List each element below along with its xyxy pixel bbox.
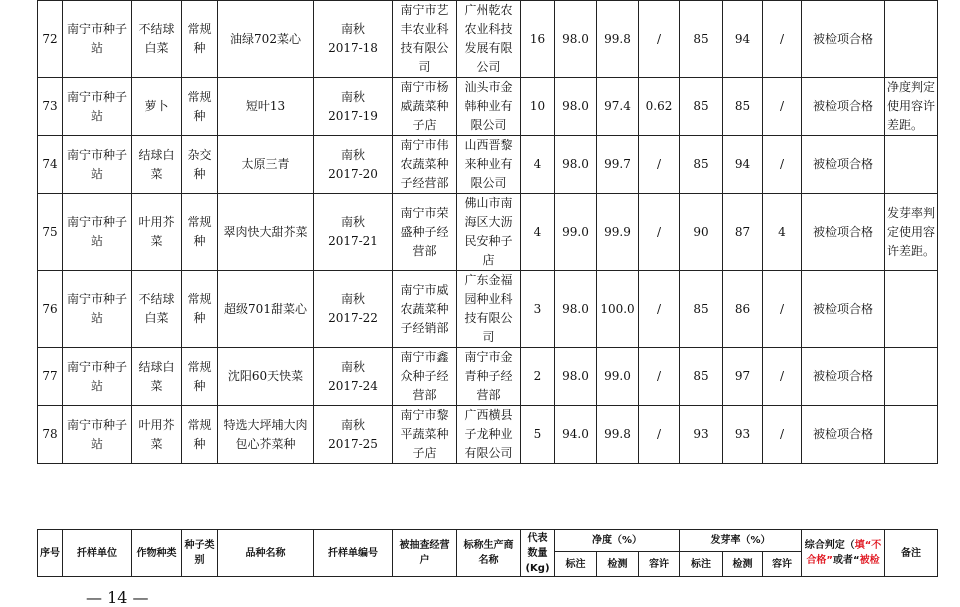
cell-sampled: 南宁市杨威蔬菜种子店 xyxy=(393,78,457,136)
cell-germ-std: 93 xyxy=(680,406,723,464)
cell-producer: 山西晋黎来种业有限公司 xyxy=(457,136,521,194)
cell-producer: 广东金福园种业科技有限公司 xyxy=(457,271,521,348)
cell-crop: 不结球白菜 xyxy=(132,1,182,78)
cell-purity-tol: 0.62 xyxy=(639,78,680,136)
cell-result: 被检项合格 xyxy=(802,271,885,348)
cell-variety: 短叶13 xyxy=(218,78,314,136)
cell-sampled: 南宁市艺丰农业科技有限公司 xyxy=(393,1,457,78)
cell-germ-std: 85 xyxy=(680,271,723,348)
cell-no: 76 xyxy=(38,271,63,348)
cell-remark: 净度判定使用容许差距。 xyxy=(885,78,938,136)
cell-purity-test: 99.8 xyxy=(597,406,639,464)
cell-code: 南秋 2017-22 xyxy=(314,271,393,348)
cell-crop: 叶用芥菜 xyxy=(132,406,182,464)
cell-remark xyxy=(885,136,938,194)
column-header-table xyxy=(37,529,938,577)
cell-purity-std: 98.0 xyxy=(555,348,597,406)
cell-purity-test: 99.7 xyxy=(597,136,639,194)
cell-purity-test: 100.0 xyxy=(597,271,639,348)
cell-no: 75 xyxy=(38,194,63,271)
cell-purity-tol: / xyxy=(639,194,680,271)
cell-unit: 南宁市种子站 xyxy=(63,1,132,78)
header-purity-std: 标注 xyxy=(555,552,597,577)
cell-unit: 南宁市种子站 xyxy=(63,194,132,271)
cell-germ-test: 97 xyxy=(723,348,763,406)
cell-producer: 南宁市金青种子经营部 xyxy=(457,348,521,406)
cell-germ-test: 87 xyxy=(723,194,763,271)
cell-germ-tol: 4 xyxy=(763,194,802,271)
header-crop: 作物种类 xyxy=(132,530,182,577)
cell-germ-test: 94 xyxy=(723,136,763,194)
cell-purity-std: 98.0 xyxy=(555,136,597,194)
cell-code: 南秋 2017-21 xyxy=(314,194,393,271)
cell-germ-test: 94 xyxy=(723,1,763,78)
cell-purity-test: 97.4 xyxy=(597,78,639,136)
cell-unit: 南宁市种子站 xyxy=(63,78,132,136)
table-row xyxy=(38,271,938,348)
header-sampled: 被抽查经营户 xyxy=(393,530,457,577)
table-row xyxy=(38,1,938,78)
cell-crop: 结球白菜 xyxy=(132,136,182,194)
cell-variety: 太原三青 xyxy=(218,136,314,194)
cell-result: 被检项合格 xyxy=(802,348,885,406)
header-unit: 扦样单位 xyxy=(63,530,132,577)
cell-purity-std: 98.0 xyxy=(555,271,597,348)
cell-sampled: 南宁市鑫众种子经营部 xyxy=(393,348,457,406)
cell-type: 杂交种 xyxy=(182,136,218,194)
table-row xyxy=(38,136,938,194)
header-germ: 发芽率（%） xyxy=(680,530,802,552)
cell-result: 被检项合格 xyxy=(802,78,885,136)
results-table xyxy=(37,0,938,464)
table-row xyxy=(38,348,938,406)
cell-germ-test: 93 xyxy=(723,406,763,464)
cell-producer: 广西横县子龙种业有限公司 xyxy=(457,406,521,464)
cell-sampled: 南宁市威农蔬菜种子经销部 xyxy=(393,271,457,348)
cell-purity-std: 99.0 xyxy=(555,194,597,271)
cell-variety: 翠肉快大甜芥菜 xyxy=(218,194,314,271)
cell-sampled: 南宁市荣盛种子经营部 xyxy=(393,194,457,271)
cell-variety: 沈阳60天快菜 xyxy=(218,348,314,406)
cell-type: 常规种 xyxy=(182,1,218,78)
cell-no: 77 xyxy=(38,348,63,406)
header-purity-tol: 容许 xyxy=(639,552,680,577)
cell-crop: 不结球白菜 xyxy=(132,271,182,348)
cell-crop: 结球白菜 xyxy=(132,348,182,406)
cell-germ-test: 85 xyxy=(723,78,763,136)
header-result xyxy=(802,530,885,577)
cell-no: 73 xyxy=(38,78,63,136)
header-qty: 代表数量(Kg) xyxy=(521,530,555,577)
header-germ-std: 标注 xyxy=(680,552,723,577)
cell-germ-tol: / xyxy=(763,406,802,464)
cell-germ-std: 85 xyxy=(680,136,723,194)
cell-qty: 3 xyxy=(521,271,555,348)
cell-crop: 萝卜 xyxy=(132,78,182,136)
header-germ-test: 检测 xyxy=(723,552,763,577)
header-remark: 备注 xyxy=(885,530,938,577)
page-number: — 14 — xyxy=(86,588,149,607)
cell-germ-tol: / xyxy=(763,78,802,136)
header-result-a: 综合判定（ xyxy=(804,540,855,551)
cell-germ-std: 90 xyxy=(680,194,723,271)
cell-germ-tol: / xyxy=(763,136,802,194)
header-variety: 品种名称 xyxy=(218,530,314,577)
cell-remark xyxy=(885,406,938,464)
cell-producer: 汕头市金韩种业有限公司 xyxy=(457,78,521,136)
cell-purity-test: 99.9 xyxy=(597,194,639,271)
cell-purity-test: 99.0 xyxy=(597,348,639,406)
cell-purity-tol: / xyxy=(639,406,680,464)
cell-qty: 4 xyxy=(521,136,555,194)
cell-result: 被检项合格 xyxy=(802,136,885,194)
header-purity: 净度（%） xyxy=(555,530,680,552)
cell-qty: 16 xyxy=(521,1,555,78)
cell-result: 被检项合格 xyxy=(802,194,885,271)
cell-variety: 特选大坪埔大肉包心芥菜种 xyxy=(218,406,314,464)
header-no: 序号 xyxy=(38,530,63,577)
cell-remark: 发芽率判定使用容许差距。 xyxy=(885,194,938,271)
cell-remark xyxy=(885,1,938,78)
cell-unit: 南宁市种子站 xyxy=(63,271,132,348)
cell-qty: 10 xyxy=(521,78,555,136)
table-row xyxy=(38,194,938,271)
cell-code: 南秋 2017-19 xyxy=(314,78,393,136)
cell-sampled: 南宁市伟农蔬菜种子经营部 xyxy=(393,136,457,194)
table-row xyxy=(38,78,938,136)
cell-germ-tol: / xyxy=(763,348,802,406)
cell-type: 常规种 xyxy=(182,194,218,271)
cell-unit: 南宁市种子站 xyxy=(63,406,132,464)
header-purity-test: 检测 xyxy=(597,552,639,577)
cell-type: 常规种 xyxy=(182,348,218,406)
cell-code: 南秋 2017-24 xyxy=(314,348,393,406)
cell-code: 南秋 2017-20 xyxy=(314,136,393,194)
cell-crop: 叶用芥菜 xyxy=(132,194,182,271)
header-type: 种子类别 xyxy=(182,530,218,577)
header-producer: 标称生产商名称 xyxy=(457,530,521,577)
cell-purity-std: 94.0 xyxy=(555,406,597,464)
cell-qty: 2 xyxy=(521,348,555,406)
cell-qty: 4 xyxy=(521,194,555,271)
cell-purity-std: 98.0 xyxy=(555,1,597,78)
cell-qty: 5 xyxy=(521,406,555,464)
cell-producer: 广州乾农农业科技发展有限公司 xyxy=(457,1,521,78)
cell-germ-std: 85 xyxy=(680,78,723,136)
cell-purity-tol: / xyxy=(639,271,680,348)
cell-germ-tol: / xyxy=(763,1,802,78)
cell-no: 78 xyxy=(38,406,63,464)
cell-no: 72 xyxy=(38,1,63,78)
cell-type: 常规种 xyxy=(182,78,218,136)
cell-purity-std: 98.0 xyxy=(555,78,597,136)
cell-germ-tol: / xyxy=(763,271,802,348)
cell-purity-test: 99.8 xyxy=(597,1,639,78)
cell-remark xyxy=(885,348,938,406)
cell-purity-tol: / xyxy=(639,348,680,406)
header-result-red1: 填“不合格” xyxy=(806,540,882,566)
cell-germ-std: 85 xyxy=(680,1,723,78)
header-result-red2: 被检 xyxy=(859,555,880,566)
cell-variety: 油绿702菜心 xyxy=(218,1,314,78)
cell-result: 被检项合格 xyxy=(802,1,885,78)
cell-sampled: 南宁市黎平蔬菜种子店 xyxy=(393,406,457,464)
cell-purity-tol: / xyxy=(639,1,680,78)
cell-no: 74 xyxy=(38,136,63,194)
cell-germ-std: 85 xyxy=(680,348,723,406)
header-germ-tol: 容许 xyxy=(763,552,802,577)
cell-code: 南秋 2017-25 xyxy=(314,406,393,464)
cell-remark xyxy=(885,271,938,348)
cell-type: 常规种 xyxy=(182,271,218,348)
header-result-b: 或者“ xyxy=(833,555,860,566)
cell-code: 南秋 2017-18 xyxy=(314,1,393,78)
cell-type: 常规种 xyxy=(182,406,218,464)
table-row xyxy=(38,406,938,464)
cell-germ-test: 86 xyxy=(723,271,763,348)
cell-variety: 超级701甜菜心 xyxy=(218,271,314,348)
cell-result: 被检项合格 xyxy=(802,406,885,464)
cell-unit: 南宁市种子站 xyxy=(63,348,132,406)
header-code: 扦样单编号 xyxy=(314,530,393,577)
cell-purity-tol: / xyxy=(639,136,680,194)
cell-producer: 佛山市南海区大沥民安种子店 xyxy=(457,194,521,271)
cell-unit: 南宁市种子站 xyxy=(63,136,132,194)
